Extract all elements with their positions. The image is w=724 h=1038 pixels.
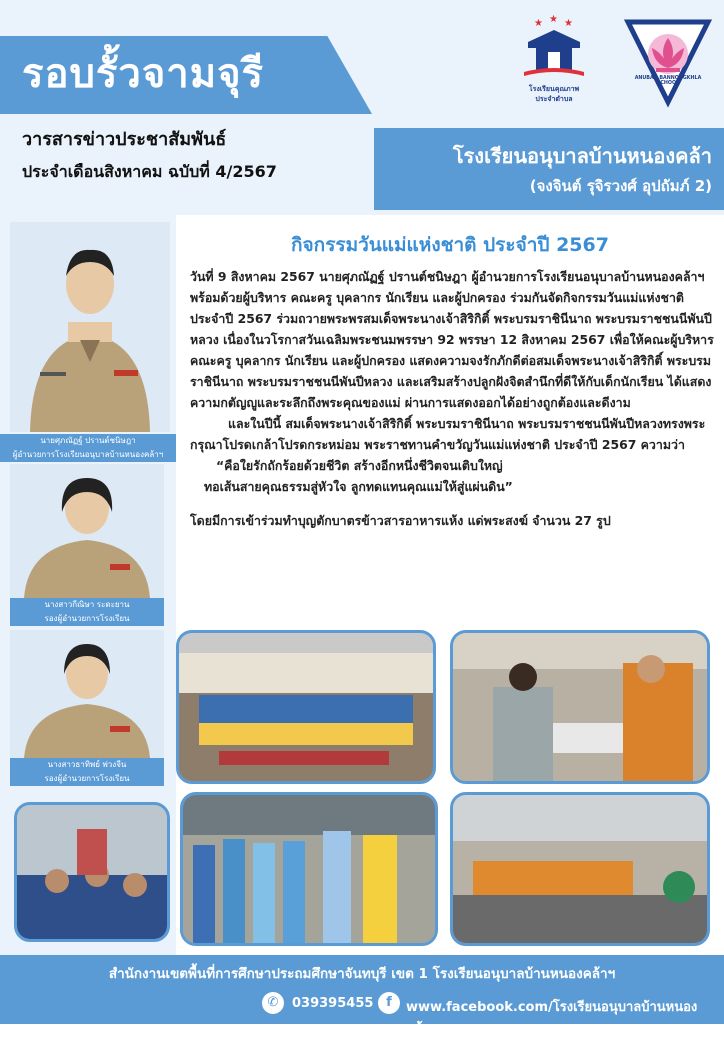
quality-school-logo xyxy=(518,14,590,106)
deputy2-role: รองผู้อำนวยการโรงเรียน xyxy=(44,774,130,783)
photo-group-event xyxy=(176,630,436,784)
photo-students xyxy=(14,802,170,942)
motto-line-2: ทอเส้นสายคุณธรรมสู่หัวใจ ลูกทดแทนคุณแม่ให้สู่แผ่นดิน” xyxy=(204,479,513,494)
facebook-icon: f xyxy=(378,992,400,1014)
school-subtitle: (จงจินต์ รุจิรวงศ์ อุปถัมภ์ 2) xyxy=(529,177,712,195)
deputy1-portrait xyxy=(10,464,164,598)
logo2-text: ANUBAN BANNONGKHLA SCHOOL xyxy=(634,76,702,86)
issue-label: ประจำเดือนสิงหาคม ฉบับที่ 4/2567 xyxy=(22,162,277,181)
photo-monks-ceremony xyxy=(450,792,710,946)
deputy1-name: นางสาวกีณิษา ระดะยาน xyxy=(44,600,130,609)
article-paragraph-1: วันที่ 9 สิงหาคม 2567 นายศุภณัฏฐ์ ปรานต์ชนิษฎา ผู้อำนวยการโรงเรียนอนุบาลบ้านหนองคล้าฯ พร้อมด้วยผู้บริหาร คณะครู บุคลากร นักเรียน และผู้ปกครอง ร่วมกันจัดกิจกรรมวันแม่แห่งชาติ ประจำปี 2567 ร่วมถวายพระพรสมเด็จพระนางเจ้าสิริกิติ์ พระบรมราชินีนาถ พระบรมราชชนนีพันปีหลวง เนื่องในวโรกาสวันเฉลิมพระชนมพรรษา 92 พรรษา 12 สิงหาคม 2567 เพื่อให้คณะผู้บริหาร คณะครู บุคลากร นักเรียน และผู้ปกครอง แสดงความจงรักภักดีต่อสมเด็จพระนางเจ้าสิริกิติ์ พระบรมราชินีนาถ พระบรมราชชนนีพันปีหลวง และเสริมสร้างปลูกฝังจิตสำนึกที่ดีให้กับเด็กนักเรียน ได้แสดงความกตัญญูและระลึกถึงพระคุณของแม่ ผ่านการแสดงออกได้อย่างถูกต้องและดีงาม xyxy=(190,269,714,410)
article-title: กิจกรรมวันแม่แห่งชาติ ประจำปี 2567 xyxy=(291,234,609,256)
newsletter-title: รอบรั้วจามจุรี xyxy=(22,51,265,97)
director-caption xyxy=(0,434,176,462)
article-paragraph-2: และในปีนี้ สมเด็จพระนางเจ้าสิริกิติ์ พระบรมราชินีนาถ พระบรมราชชนนีพันปีหลวงทรงพระกรุณาโปรดเกล้าโปรดกระหม่อม พระราชทานคำขวัญวันแม่แห่งชาติ ประจำปี 2567 ความว่า xyxy=(190,416,706,452)
photo-alms-giving xyxy=(450,630,710,784)
phone-icon: ✆ xyxy=(262,992,284,1014)
footer-office: สำนักงานเขตพื้นที่การศึกษาประถมศึกษาจันทบุรี เขต 1 โรงเรียนอนุบาลบ้านหนองคล้าฯ xyxy=(108,966,616,982)
article-paragraph-3: โดยมีการเข้าร่วมทำบุญตักบาตรข้าวสารอาหารแห้ง แด่พระสงฆ์ จำนวน 27 รูป xyxy=(190,513,611,528)
photo-staff-lineup xyxy=(180,792,438,946)
deputy1-role: รองผู้อำนวยการโรงเรียน xyxy=(44,614,130,623)
deputy2-portrait xyxy=(10,630,164,758)
motto-line-1: “คือใยรักถักร้อยด้วยชีวิต สร้างอีกหนึ่งชีวิตจนเติบใหญ่ xyxy=(216,458,503,473)
newsletter-subtitle: วารสารข่าวประชาสัมพันธ์ xyxy=(22,129,227,150)
footer-phone: 039395455 xyxy=(292,996,374,1011)
school-name: โรงเรียนอนุบาลบ้านหนองคล้า xyxy=(452,144,712,168)
logo1-caption-1: โรงเรียนคุณภาพ xyxy=(528,85,580,93)
director-role: ผู้อำนวยการโรงเรียนอนุบาลบ้านหนองคล้าฯ xyxy=(12,450,164,459)
svg-text:★: ★ xyxy=(564,18,573,29)
svg-text:★: ★ xyxy=(549,14,558,25)
director-portrait xyxy=(10,222,170,432)
deputy1-caption xyxy=(10,598,164,626)
article-body xyxy=(190,266,714,531)
director-name: นายศุภณัฏฐ์ ปรานต์ชนิษฎา xyxy=(40,436,136,445)
footer-facebook-link[interactable]: www.facebook.com/โรงเรียนอนุบาลบ้านหนองคล้าฯ xyxy=(406,1000,698,1036)
svg-text:★: ★ xyxy=(534,18,543,29)
deputy2-name: นางสาวธาทิพย์ พ่วงจีน xyxy=(47,760,127,769)
deputy2-caption xyxy=(10,758,164,786)
logo1-caption-2: ประจำตำบล xyxy=(535,95,573,103)
school-logo xyxy=(624,14,712,110)
